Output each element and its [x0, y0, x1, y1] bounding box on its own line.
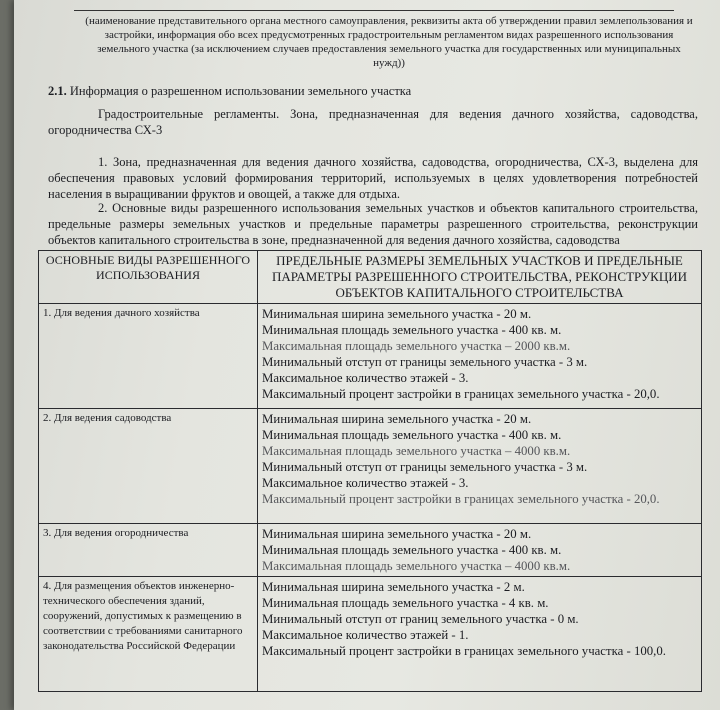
paragraph-main-uses: 2. Основные виды разрешенного использования земельных участков и объектов капитального строительства, предельные размеры земельных участков и предельные параметры разрешенного строительства, реконструкции объектов капитального строительства в зоне, предназначенной для ведения дачного хозяйства, садоводства [48, 201, 698, 247]
param-line: Минимальная площадь земельного участка - 400 кв. м. [262, 323, 562, 337]
header-parameters: ПРЕДЕЛЬНЫЕ РАЗМЕРЫ ЗЕМЕЛЬНЫХ УЧАСТКОВ И ПРЕДЕЛЬНЫЕ ПАРАМЕТРЫ РАЗРЕШЕННОГО СТРОИТЕЛЬСТВА, РЕКОНСТРУКЦИИ ОБЪЕКТОВ КАПИТАЛЬНОГО СТРОИТЕЛЬСТВА [258, 251, 702, 304]
use-dacha: 1. Для ведения дачного хозяйства [39, 304, 258, 409]
regulations-table [38, 250, 702, 692]
table-row [39, 577, 702, 692]
param-line: Минимальный отступ от границы земельного участка - 3 м. [262, 355, 588, 369]
header-use-types: ОСНОВНЫЕ ВИДЫ РАЗРЕШЕННОГО ИСПОЛЬЗОВАНИЯ [39, 251, 258, 304]
param-line: Минимальная ширина земельного участка - 2 м. [262, 580, 525, 594]
table-row [39, 409, 702, 524]
use-utilities: 4. Для размещения объектов инженерно-технического обеспечения зданий, сооружений, допустимых к размещению в соответствии с требованиями санитарного законодательства Российской Федерации [39, 577, 258, 692]
section-number: 2.1. [48, 84, 67, 98]
param-line: Максимальный процент застройки в границах земельного участка - 20,0. [262, 387, 660, 401]
params-gardening [258, 409, 702, 524]
section-title: Информация о разрешенном использовании земельного участка [69, 84, 412, 98]
document-page [14, 0, 720, 710]
paragraph-zone-title: Градостроительные регламенты. Зона, предназначенная для ведения дачного хозяйства, садоводства, огородничества СХ-3 [48, 107, 698, 137]
param-line: Минимальная площадь земельного участка - 4 кв. м. [262, 596, 549, 610]
param-line: Максимальное количество этажей - 3. [262, 476, 469, 490]
param-line: Минимальный отступ от границы земельного участка - 3 м. [262, 460, 588, 474]
table-header-row [39, 251, 702, 304]
header-caption: (наименование представительного органа местного самоуправления, реквизиты акта об утверждении правил землепользования и застройки, информация обо всех предусмотренных градостроительным регламентом видах разрешенного использования земельного участка (за исключением случаев предоставления земельного участка для государственных или муниципальных нужд)) [85, 15, 693, 69]
params-vegetable [258, 524, 702, 577]
param-line: Минимальная ширина земельного участка - 20 м. [262, 307, 532, 321]
param-line: Максимальная площадь земельного участка – 4000 кв.м. [262, 444, 571, 458]
param-line: Минимальная ширина земельного участка - 20 м. [262, 527, 532, 541]
paragraph-zone-purpose: 1. Зона, предназначенная для ведения дачного хозяйства, садоводства, огородничества, СХ-3, выделена для обеспечения правовых условий формирования территорий, используемых в целях удовлетворения потребностей населения в выращивании фруктов и овощей, а также для отдыха. [48, 155, 698, 201]
params-dacha [258, 304, 702, 409]
table-row [39, 304, 702, 409]
param-line: Минимальная ширина земельного участка - 20 м. [262, 412, 532, 426]
param-line: Максимальный процент застройки в границах земельного участка - 20,0. [262, 492, 660, 506]
section-heading [48, 84, 411, 99]
param-line: Минимальная площадь земельного участка - 400 кв. м. [262, 543, 562, 557]
param-line: Минимальная площадь земельного участка - 400 кв. м. [262, 428, 562, 442]
params-utilities [258, 577, 702, 692]
param-line: Максимальное количество этажей - 3. [262, 371, 469, 385]
param-line: Минимальный отступ от границ земельного участка - 0 м. [262, 612, 579, 626]
param-line: Максимальная площадь земельного участка – 4000 кв.м. [262, 559, 571, 573]
param-line: Максимальная площадь земельного участка – 2000 кв.м. [262, 339, 571, 353]
table-row [39, 524, 702, 577]
param-line: Максимальное количество этажей - 1. [262, 628, 469, 642]
use-vegetable: 3. Для ведения огородничества [39, 524, 258, 577]
header-rule [74, 10, 674, 11]
use-gardening: 2. Для ведения садоводства [39, 409, 258, 524]
param-line: Максимальный процент застройки в границах земельного участка - 100,0. [262, 644, 666, 658]
